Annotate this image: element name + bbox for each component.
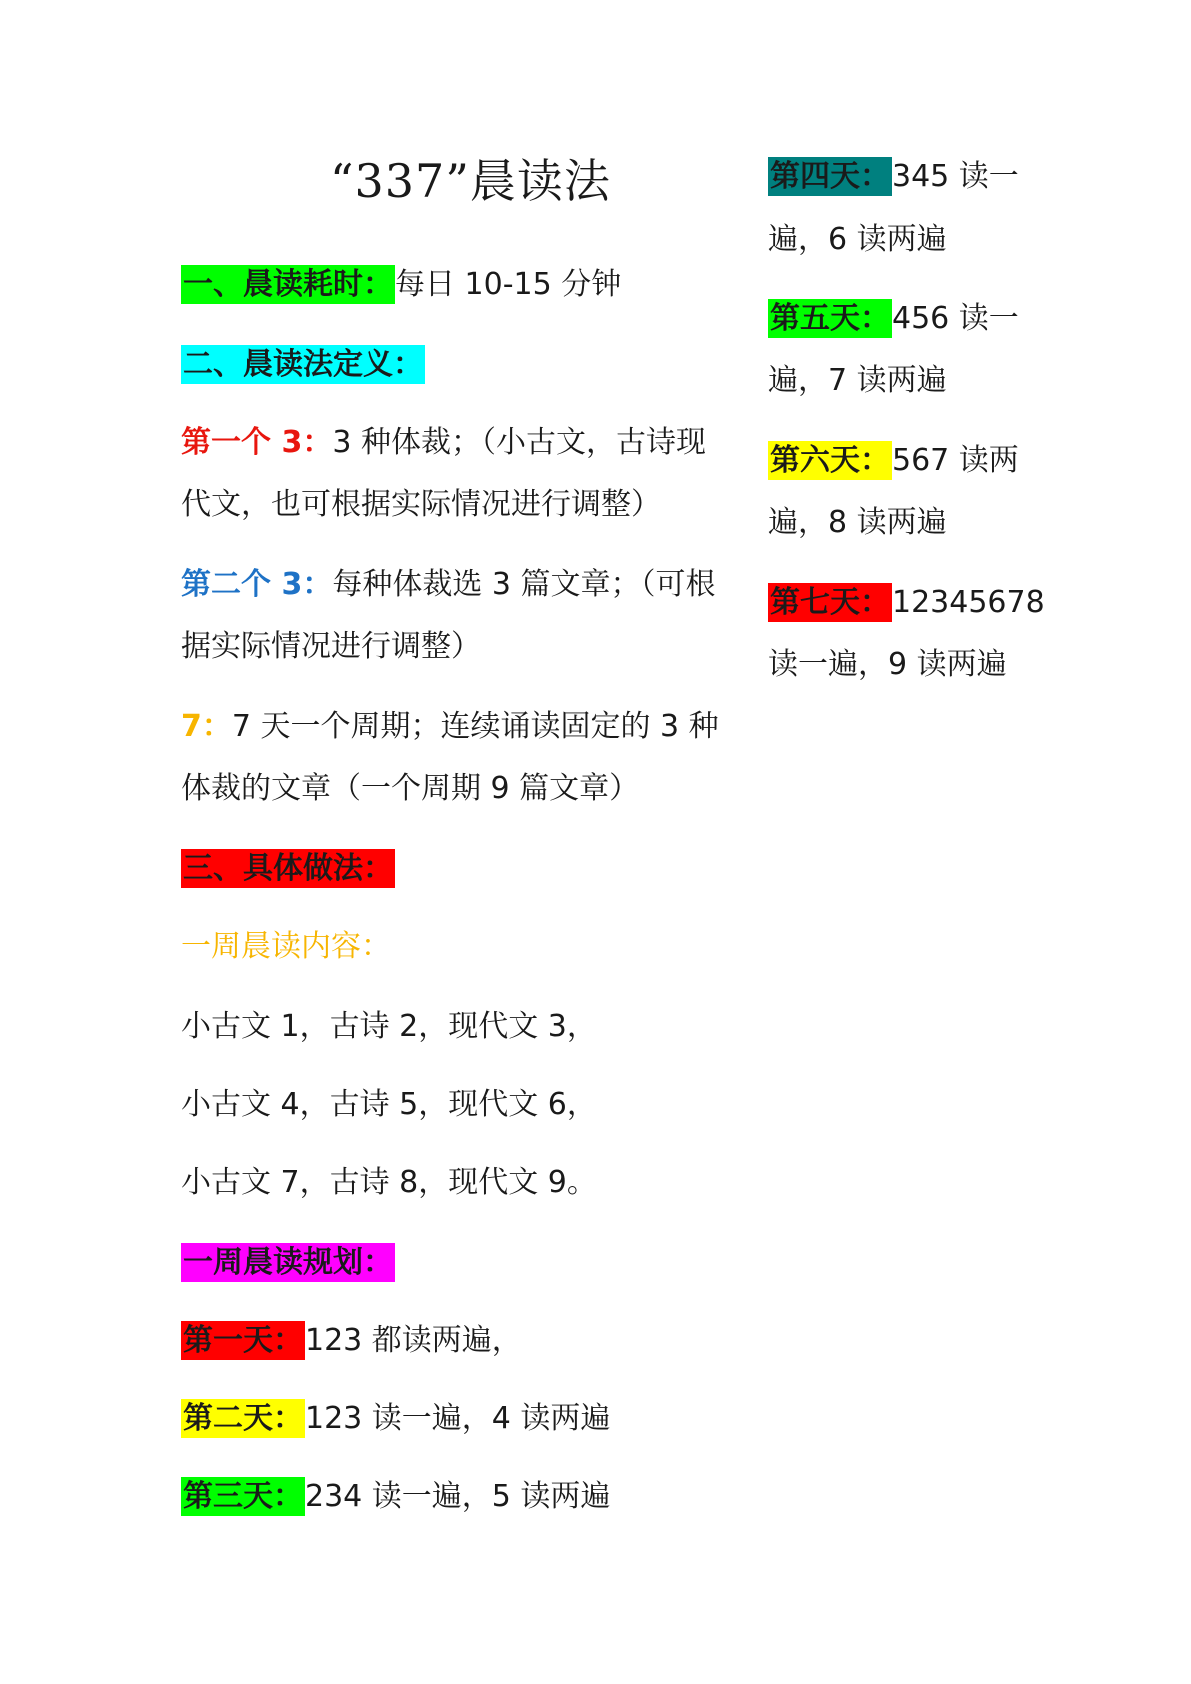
week-content-line-2: 小古文 4，古诗 5，现代文 6， <box>181 1087 597 1122</box>
day-3-text: 234 读一遍，5 读两遍 <box>305 1479 611 1514</box>
definition-1-text: 3 种体裁；（小古文，古诗现 <box>332 425 706 460</box>
day-7-text: 12345678 <box>892 585 1045 620</box>
day-2 <box>181 1399 610 1438</box>
page-title: “337”晨读法 <box>330 154 611 208</box>
day-6-label: 第六天： <box>770 443 890 478</box>
day-6-line-2: 遍，8 读两遍 <box>768 505 947 540</box>
day-4-text: 345 读一 <box>892 159 1019 194</box>
day-7-line-2: 读一遍，9 读两遍 <box>768 647 1007 682</box>
definition-3-line-2: 体裁的文章（一个周期 9 篇文章） <box>181 771 640 806</box>
day-1 <box>181 1321 522 1360</box>
day-2-label: 第二天： <box>183 1401 303 1436</box>
section-time-label: 一、晨读耗时： <box>183 267 393 302</box>
day-2-text: 123 读一遍，4 读两遍 <box>305 1401 611 1436</box>
week-plan-heading-label: 一周晨读规划： <box>183 1245 393 1280</box>
day-4-line-1 <box>768 157 1019 196</box>
definition-1-line-2: 代文，也可根据实际情况进行调整） <box>181 487 661 522</box>
section-method <box>181 849 395 888</box>
day-5-line-2: 遍，7 读两遍 <box>768 363 947 398</box>
day-6-text: 567 读两 <box>892 443 1019 478</box>
definition-2-label: 第二个 3： <box>181 567 333 602</box>
day-5-label: 第五天： <box>770 301 890 336</box>
day-7-label: 第七天： <box>770 585 890 620</box>
section-time-text: 每日 10-15 分钟 <box>395 267 622 302</box>
day-5-text: 456 读一 <box>892 301 1019 336</box>
definition-3-text: 7 天一个周期；连续诵读固定的 3 种 <box>231 709 719 744</box>
week-content-line-1: 小古文 1，古诗 2，现代文 3， <box>181 1009 597 1044</box>
day-3 <box>181 1477 610 1516</box>
definition-1-label: 第一个 3： <box>181 425 333 460</box>
week-plan-heading <box>181 1243 395 1282</box>
day-3-label: 第三天： <box>183 1479 303 1514</box>
day-4-line-2: 遍，6 读两遍 <box>768 222 947 257</box>
day-1-label: 第一天： <box>183 1323 303 1358</box>
day-1-text: 123 都读两遍， <box>305 1323 522 1358</box>
definition-1-line-1 <box>181 423 706 462</box>
definition-2-line-1 <box>181 565 716 604</box>
section-definition <box>181 345 425 384</box>
section-time <box>181 265 621 304</box>
definition-3-label: 7： <box>181 709 232 744</box>
section-method-label: 三、具体做法： <box>183 851 393 886</box>
definition-2-text: 每种体裁选 3 篇文章；（可根 <box>332 567 716 602</box>
day-7-line-1 <box>768 583 1045 622</box>
definition-3-line-1 <box>181 707 719 746</box>
section-definition-label: 二、晨读法定义： <box>183 347 423 382</box>
day-4-label: 第四天： <box>770 159 890 194</box>
day-6-line-1 <box>768 441 1019 480</box>
day-5-line-1 <box>768 299 1019 338</box>
definition-2-line-2: 据实际情况进行调整） <box>181 629 481 664</box>
week-content-line-3: 小古文 7，古诗 8，现代文 9。 <box>181 1165 597 1200</box>
week-content-heading: 一周晨读内容： <box>181 929 391 964</box>
